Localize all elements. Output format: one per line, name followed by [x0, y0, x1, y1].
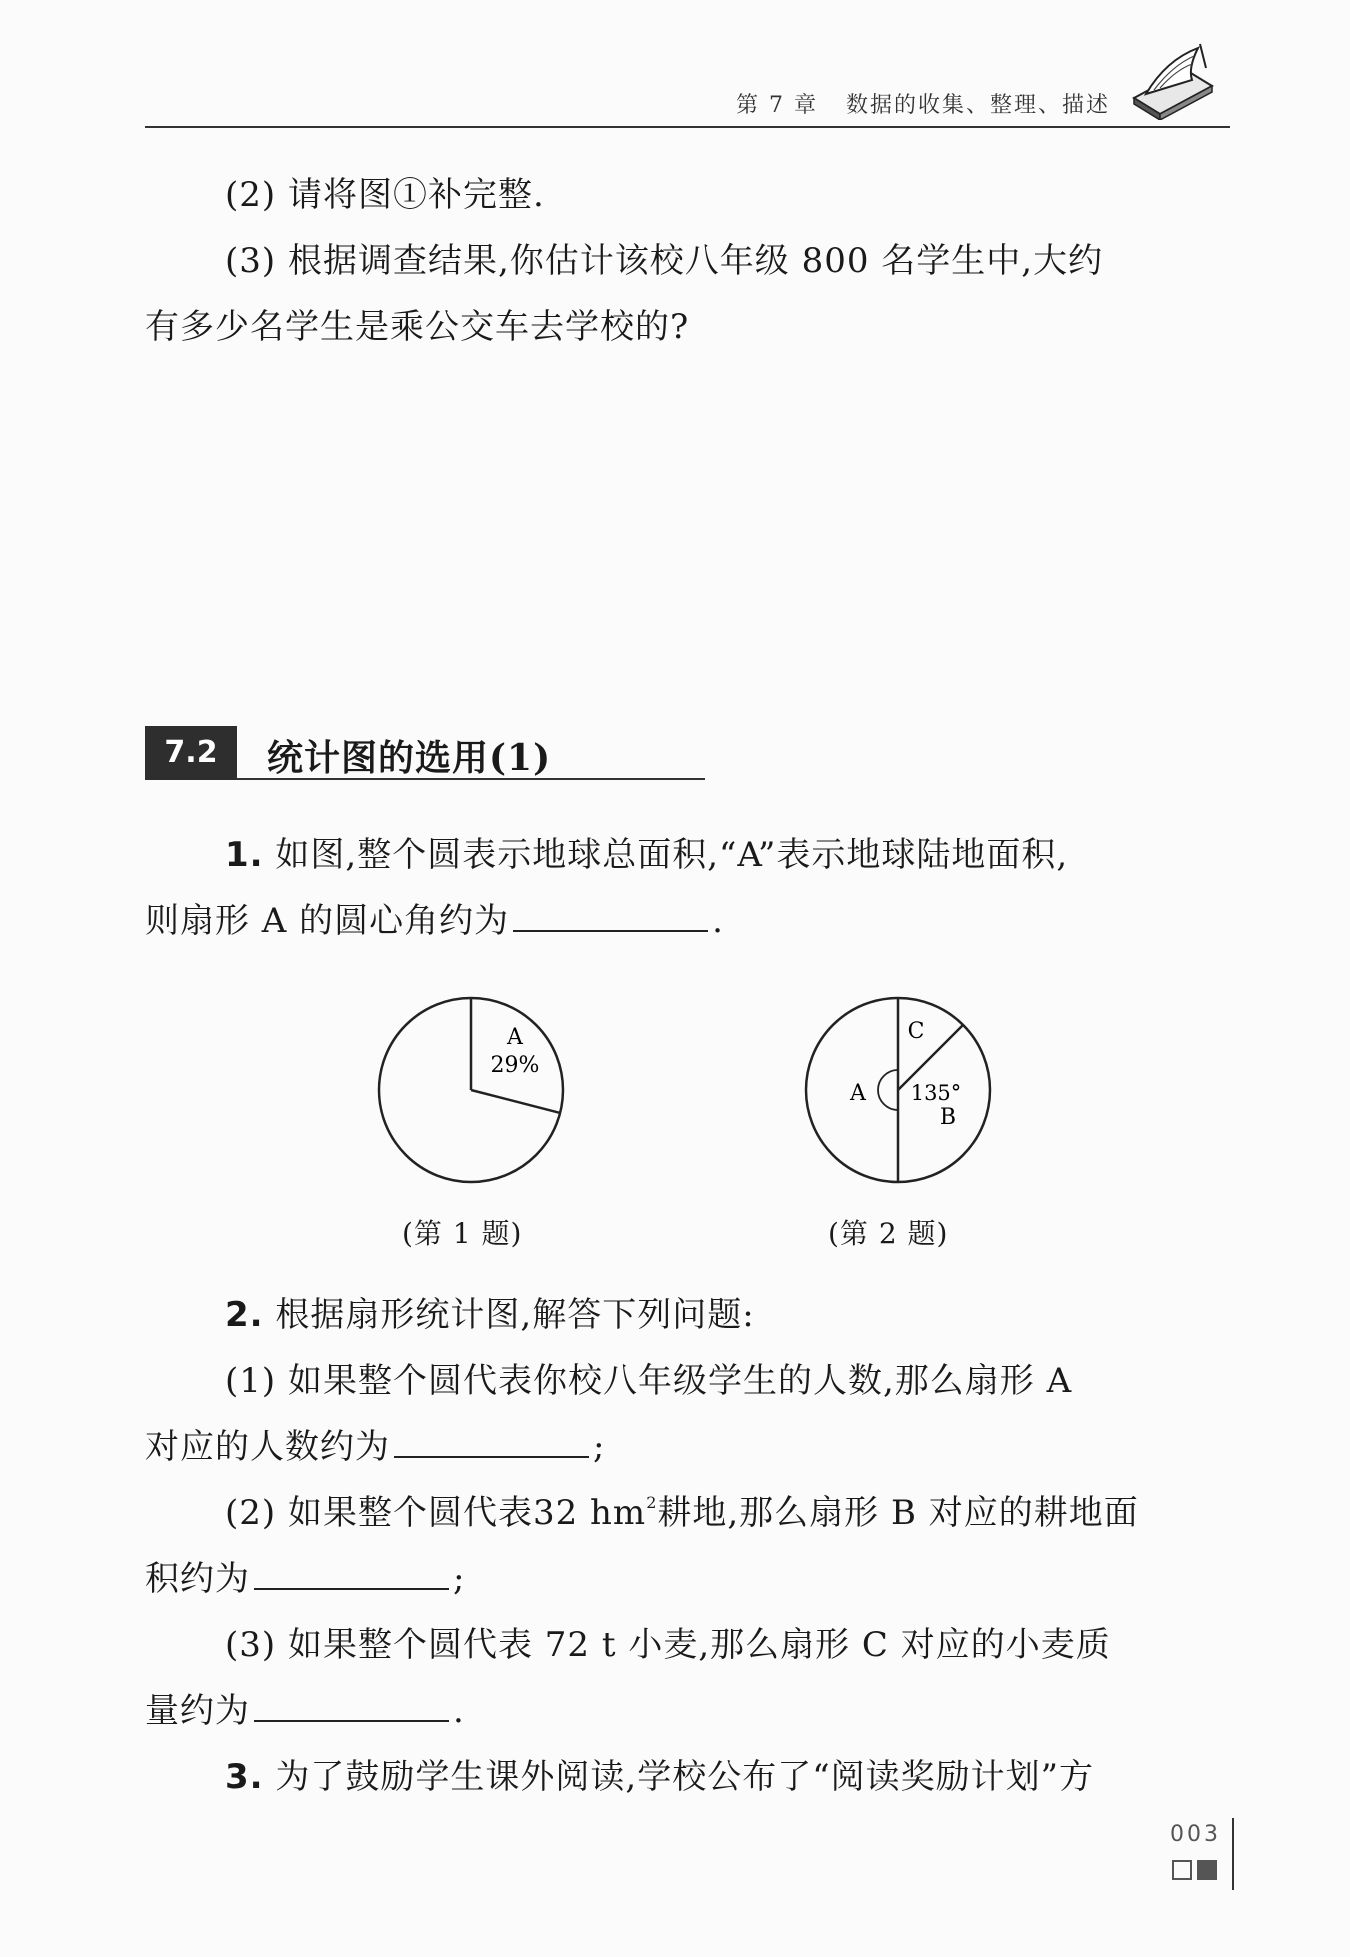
fig2-label-a: A	[850, 1081, 866, 1106]
q3-number: 3.	[225, 1757, 264, 1797]
book-icon	[1126, 40, 1216, 120]
q3-line1	[145, 1744, 1230, 1810]
fig2-angle-label: 135°	[910, 1081, 962, 1105]
q2-part1-line1: (1) 如果整个圆代表你校八年级学生的人数,那么扇形 A	[225, 1361, 1073, 1401]
page-number: 003	[1170, 1822, 1221, 1847]
fig1-sector-label: A	[507, 1025, 523, 1050]
q3-text: 为了鼓励学生课外阅读,学校公布了“阅读奖励计划”方	[275, 1757, 1094, 1797]
q2-part2-text-2: 积约为	[145, 1559, 250, 1599]
prev-problem-part3-line1: (3) 根据调查结果,你估计该校八年级 800 名学生中,大约	[225, 241, 1104, 281]
q2-intro-text: 根据扇形统计图,解答下列问题:	[275, 1295, 755, 1335]
fig2-angle-arc	[878, 1070, 898, 1110]
q2-part1-answer-blank[interactable]	[394, 1422, 589, 1458]
q1-text: 如图,整个圆表示地球总面积,“A”表示地球陆地面积,	[275, 835, 1069, 875]
header-chapter: 第 7 章	[736, 93, 818, 118]
q1-text-2: 则扇形 A 的圆心角约为	[145, 901, 510, 941]
q2-part3-text-2: 量约为	[145, 1691, 250, 1731]
q2-part3-line2	[145, 1678, 1230, 1744]
figure-1-pie-chart	[375, 990, 575, 1190]
q2-part3-end: .	[453, 1691, 465, 1731]
running-header	[145, 80, 1230, 128]
q2-part1-end: ;	[593, 1427, 606, 1467]
fig1-radius-sector-edge	[471, 1090, 560, 1113]
prev-problem-part3-line2: 有多少名学生是乘公交车去学校的?	[145, 307, 690, 347]
q1-line1	[145, 822, 1230, 888]
section-rule	[237, 778, 705, 780]
page-marker-empty-square	[1172, 1860, 1192, 1880]
page-number-rule	[1232, 1818, 1234, 1890]
prev-problem-part2: (2) 请将图①补完整.	[225, 175, 545, 215]
q1-number: 1.	[225, 835, 264, 875]
fig1-sector-percent: 29%	[490, 1053, 540, 1078]
section-number: 7.2	[145, 726, 237, 780]
section-header	[145, 726, 705, 780]
q2-part2-end: ;	[453, 1559, 466, 1599]
section-title: 统计图的选用(1)	[267, 737, 552, 779]
figure-2-caption: (第 2 题)	[828, 1217, 949, 1250]
q2-part2-text-b: 耕地,那么扇形 B 对应的耕地面	[657, 1493, 1139, 1533]
page-marker-filled-square	[1197, 1860, 1217, 1880]
fig2-label-c: C	[907, 1019, 925, 1044]
q1-answer-blank[interactable]	[513, 896, 708, 932]
q2-intro	[145, 1282, 1230, 1348]
header-text	[736, 88, 1110, 119]
q2-part1-text-2: 对应的人数约为	[145, 1427, 390, 1467]
q2-part2-line1	[145, 1480, 1230, 1546]
page-marker	[1172, 1860, 1222, 1880]
q2-part3-line1: (3) 如果整个圆代表 72 t 小麦,那么扇形 C 对应的小麦质	[225, 1625, 1111, 1665]
fig2-label-b: B	[939, 1105, 957, 1130]
header-title: 数据的收集、整理、描述	[845, 93, 1110, 118]
figure-1-caption: (第 1 题)	[402, 1217, 523, 1250]
q2-part3-answer-blank[interactable]	[254, 1686, 449, 1722]
q1-line2	[145, 888, 1230, 954]
q2-part2-answer-blank[interactable]	[254, 1554, 449, 1590]
q1-end: .	[712, 901, 724, 941]
q2-part2-sup: 2	[646, 1493, 658, 1512]
figure-2-pie-chart	[798, 990, 998, 1190]
q2-part1-line2	[145, 1414, 1230, 1480]
q2-part2-text-a: (2) 如果整个圆代表32 hm	[225, 1493, 647, 1533]
q2-number: 2.	[225, 1295, 264, 1335]
q2-part2-line2	[145, 1546, 1230, 1612]
